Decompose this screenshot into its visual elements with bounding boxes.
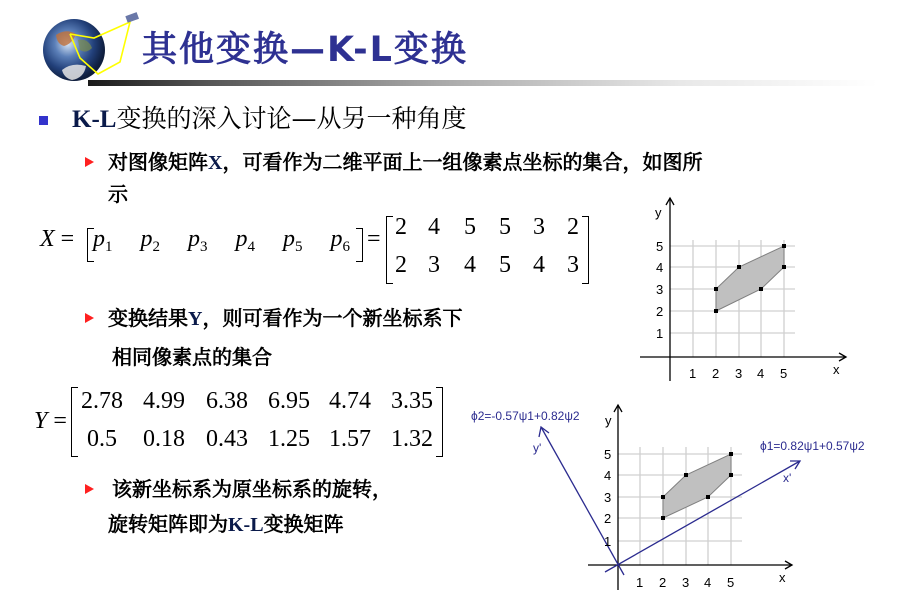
svg-text:x: x <box>779 570 786 585</box>
x-var: X <box>40 226 55 252</box>
equals: = <box>53 408 67 434</box>
x-prime-label: x' <box>783 471 792 485</box>
text: 变换矩阵 <box>263 512 344 536</box>
svg-text:4: 4 <box>704 575 712 590</box>
matrix-var: X <box>208 152 223 174</box>
text: 旋转矩阵即为 <box>108 512 228 536</box>
bullet-item-3-line1: 该新坐标系为原坐标系的旋转， <box>112 477 392 501</box>
text: 变换结果 <box>108 306 188 330</box>
text: ，则可看作为一个新坐标系下 <box>202 306 463 330</box>
pixel-polygon <box>663 454 731 518</box>
svg-text:x: x <box>833 362 840 377</box>
svg-text:2: 2 <box>659 575 667 590</box>
svg-text:2: 2 <box>604 511 612 526</box>
text: ，可看作为二维平面上一组像素点坐标的集合，如图所 <box>222 150 703 174</box>
equals: = <box>60 226 75 252</box>
matrix-var: Y <box>188 308 203 330</box>
equals: = <box>367 226 381 252</box>
rotated-axis-labels <box>471 409 865 485</box>
svg-text:5: 5 <box>656 239 664 254</box>
svg-text:4: 4 <box>757 366 765 381</box>
phi1-equation: ϕ1=0.82ψ1+0.57ψ2 <box>760 439 865 453</box>
svg-text:5: 5 <box>780 366 788 381</box>
pixel-vector: $p_1$ $p_2$ $p_3$ $p_4$ $p_5$ $p_6$ <box>93 226 350 255</box>
y-prime-axis <box>541 427 624 575</box>
svg-text:3: 3 <box>604 490 612 505</box>
kl-prefix: K-L <box>72 106 117 133</box>
page-title: 其他变换—K-L变换 <box>142 30 468 70</box>
y-var: Y <box>34 408 48 434</box>
svg-text:4: 4 <box>604 468 612 483</box>
svg-text:2: 2 <box>712 366 720 381</box>
svg-text:y: y <box>605 413 612 428</box>
svg-text:3: 3 <box>735 366 743 381</box>
svg-text:2: 2 <box>656 304 664 319</box>
svg-text:4: 4 <box>656 260 664 275</box>
phi2-equation: ϕ2=-0.57ψ1+0.82ψ2 <box>471 409 580 423</box>
text: 对图像矩阵 <box>108 150 208 174</box>
svg-text:5: 5 <box>727 575 735 590</box>
svg-text:5: 5 <box>604 447 612 462</box>
svg-text:1: 1 <box>689 366 697 381</box>
svg-text:3: 3 <box>656 282 664 297</box>
bullet-item-2-line2: 相同像素点的集合 <box>112 345 272 369</box>
y-prime-label: y' <box>533 441 542 455</box>
bullet-item-1-line2: 示 <box>108 182 128 206</box>
svg-text:1: 1 <box>636 575 644 590</box>
svg-text:1: 1 <box>656 326 664 341</box>
svg-text:3: 3 <box>682 575 690 590</box>
svg-text:1: 1 <box>604 534 612 549</box>
svg-text:y: y <box>655 205 662 220</box>
kl-text: K-L <box>228 514 264 536</box>
bullet-heading-text: 变换的深入讨论—从另一种角度 <box>116 104 467 133</box>
